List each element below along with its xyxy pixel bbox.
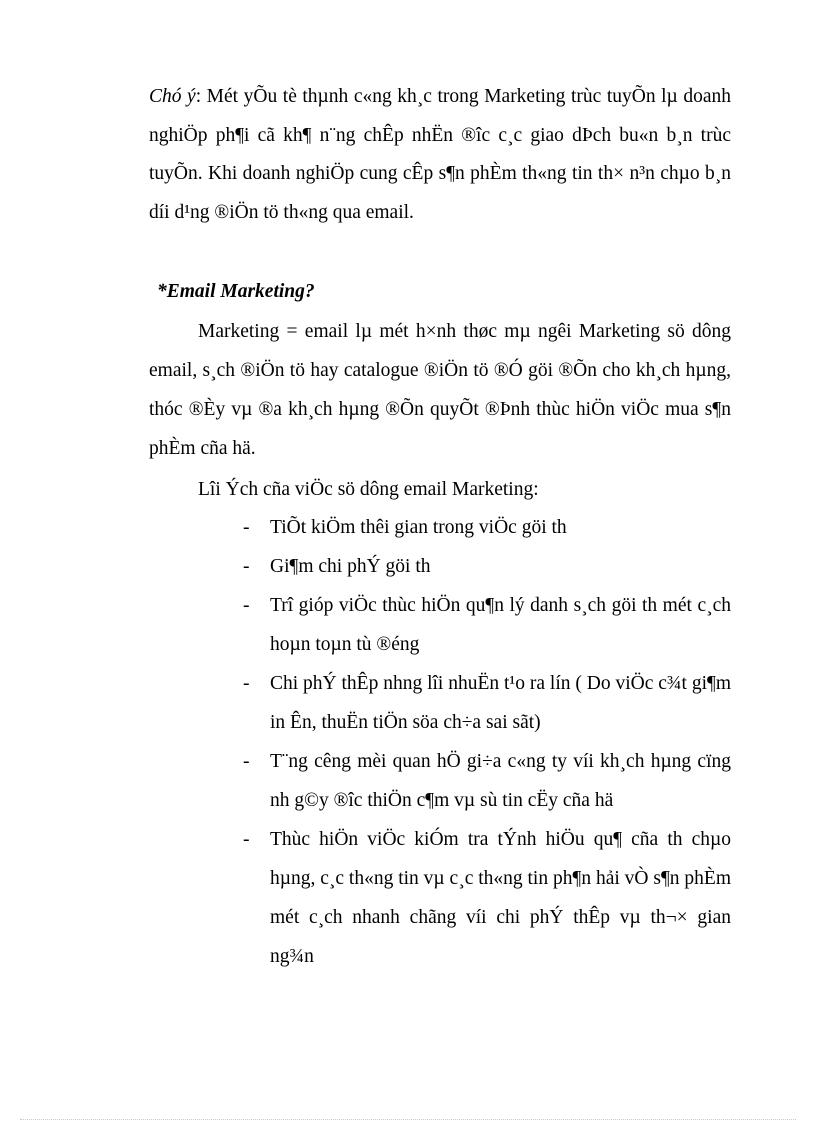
list-item <box>243 664 731 742</box>
list-item <box>243 508 731 547</box>
list-item-text: Chi phÝ thÊp nhng lîi nhuËn t¹o ra lín ( Do viÖc c¾t gi¶m in Ên, thuËn tiÖn söa ch÷a sai sãt) <box>270 673 731 733</box>
list-item <box>243 820 731 976</box>
benefits-intro: Lîi Ých cña viÖc sö dông email Marketing: <box>198 479 539 500</box>
page-bottom-divider <box>20 1119 796 1120</box>
list-item <box>243 547 731 586</box>
list-item-text: T¨ng cêng mèi quan hÖ gi÷a c«ng ty víi kh¸ch hµng cïng nh g©y ®îc thiÖn c¶m vµ sù tin cËy cña hä <box>270 751 731 811</box>
list-item-text: TiÕt kiÖm thêi gian trong viÖc göi th <box>270 517 567 538</box>
note-lead: Chó ý <box>149 86 196 107</box>
note-text: : Mét yÕu tè thµnh c«ng kh¸c trong Marketing trùc tuyÕn lµ doanh nghiÖp ph¶i cã kh¶ n¨ng chÊp nhËn ®îc c¸c giao dÞch bu«n b¸n trùc tuyÕn. Khi doanh nghiÖp cung cÊp s¶n phÈm th«ng tin th× n³n chµo b¸n díi d¹ng ®iÖn tö th«ng qua email. <box>149 86 731 223</box>
bullet-dash: - <box>243 556 250 577</box>
note-paragraph <box>149 78 731 232</box>
list-item <box>243 586 731 664</box>
list-item <box>243 742 731 820</box>
bullet-dash: - <box>243 517 250 538</box>
section-heading: *Email Marketing? <box>157 281 315 302</box>
bullet-dash: - <box>243 673 250 694</box>
bullet-dash: - <box>243 829 250 850</box>
bullet-dash: - <box>243 595 250 616</box>
intro-paragraph: Marketing = email lµ mét h×nh thøc mµ ngêi Marketing sö dông email, s¸ch ®iÖn tö hay catalogue ®iÖn tö ®Ó göi ®Õn cho kh¸ch hµng, thóc ®Èy vµ ®a kh¸ch hµng ®Õn quyÕt ®Þnh thùc hiÖn viÖc mua s¶n phÈm cña hä. <box>149 321 731 459</box>
list-item-text: Gi¶m chi phÝ göi th <box>270 556 431 577</box>
list-item-text: Thùc hiÖn viÖc kiÓm tra tÝnh hiÖu qu¶ cña th chµo hµng, c¸c th«ng tin vµ c¸c th«ng tin ph¶n hải vÒ s¶n phÈm mét c¸ch nhanh chãng víi chi phÝ thÊp vµ th¬× gian ng¾n <box>270 829 731 967</box>
bullet-dash: - <box>243 751 250 772</box>
benefits-list <box>243 508 731 976</box>
list-item-text: Trî gióp viÖc thùc hiÖn qu¶n lý danh s¸ch göi th mét c¸ch hoµn toµn tù ®éng <box>270 595 731 655</box>
